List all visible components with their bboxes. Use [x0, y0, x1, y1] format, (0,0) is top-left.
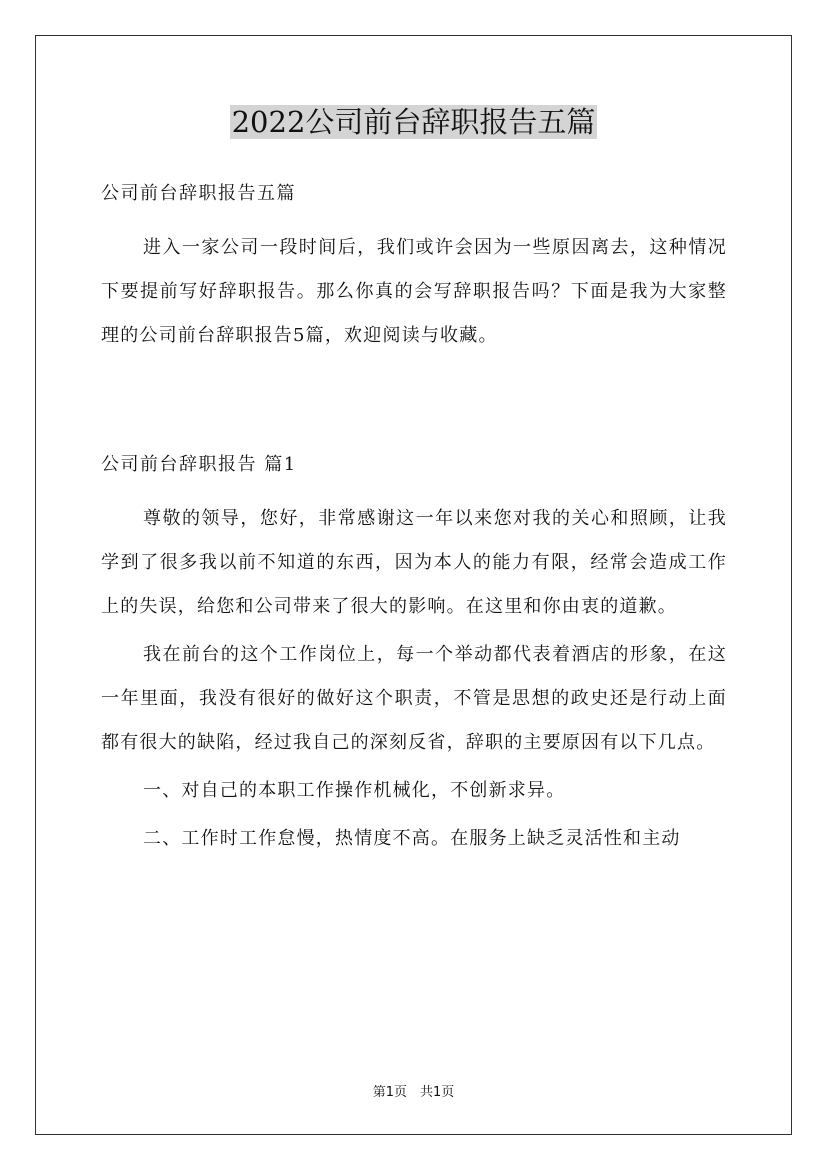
body-paragraph-4: 二、工作时工作怠慢，热情度不高。在服务上缺乏灵活性和主动 [143, 828, 681, 849]
body-paragraph-2: 我在前台的这个工作岗位上，每一个举动都代表着酒店的形象，在这一年里面，我没有很好的做好这个职责，不管是思想的政史还是行动上面都有很大的缺陷，经过我自己的深刻反省，辞职的主要原因有以下几点。 [101, 644, 727, 753]
document-title-text: 2022公司前台辞职报告五篇 [231, 105, 596, 139]
intro-section [101, 226, 727, 358]
body-paragraph-3: 一、对自己的本职工作操作机械化，不创新求异。 [143, 780, 566, 801]
body-section [101, 497, 727, 861]
page-footer: 第1页 共1页 [372, 1085, 455, 1100]
intro-paragraph: 进入一家公司一段时间后，我们或许会因为一些原因离去，这种情况下要提前写好辞职报告。那么你真的会写辞职报告吗？下面是我为大家整理的公司前台辞职报告5篇，欢迎阅读与收藏。 [101, 237, 727, 346]
section-heading: 公司前台辞职报告 篇1 [101, 454, 297, 475]
document-subtitle: 公司前台辞职报告五篇 [101, 183, 296, 204]
document-title [0, 102, 827, 142]
body-paragraph-1: 尊敬的领导，您好，非常感谢这一年以来您对我的关心和照顾，让我学到了很多我以前不知道的东西，因为本人的能力有限，经常会造成工作上的失误，给您和公司带来了很大的影响。在这里和你由衷的道歉。 [101, 508, 727, 617]
